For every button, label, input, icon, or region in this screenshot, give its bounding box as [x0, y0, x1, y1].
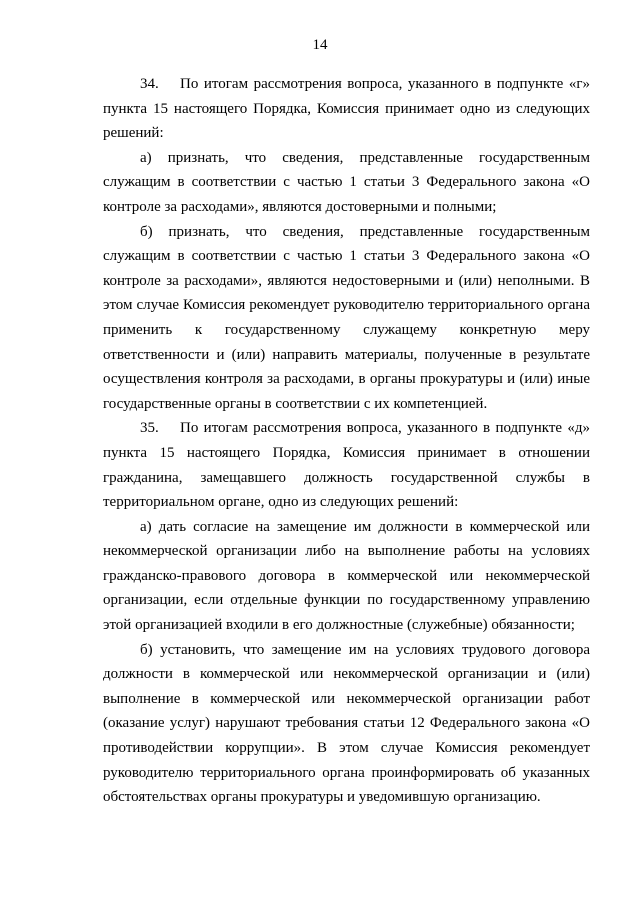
- paragraph-text: По итогам рассмотрения вопроса, указанного в подпункте «д» пункта 15 настоящего Порядка, Комиссия принимает в отношении гражданина, замещавшего должность государственной службы в территориальном органе, одно из следующих решений:: [103, 420, 590, 511]
- paragraph-item-34: [103, 72, 590, 146]
- item-number: 34.: [140, 76, 159, 92]
- paragraph-subitem-b: [103, 638, 590, 810]
- paragraph-subitem-a: [103, 515, 590, 638]
- paragraph-subitem-b: [103, 220, 590, 417]
- paragraph-text: б) установить, что замещение им на условиях трудового договора должности в коммерческой или некоммерческой организации и (или) выполнение в коммерческой или некоммерческой организации работ (оказание услуг) нарушают требования статьи 12 Федерального закона «О противодействии коррупции». В этом случае Комиссия рекомендует руководителю территориального органа проинформировать об указанных обстоятельствах органы прокуратуры и уведомившую организацию.: [103, 641, 590, 806]
- paragraph-text: б) признать, что сведения, представленные государственным служащим в соответствии с частью 1 статьи 3 Федерального закона «О контроле за расходами», являются недостоверными и (или) неполными. В этом случае Комиссия рекомендует руководителю территориального органа применить к государственному служащему конкретную меру ответственности и (или) направить материалы, полученные в результате осуществления контроля за расходами, в органы прокуратуры и (или) иные государственные органы в соответствии с их компетенцией.: [103, 223, 590, 412]
- page-number: 14: [312, 37, 328, 53]
- item-number: 35.: [140, 420, 159, 437]
- document-body: [103, 72, 590, 810]
- paragraph-text: а) дать согласие на замещение им должности в коммерческой или некоммерческой организации либо на выполнение работы на условиях гражданско-правового договора в коммерческой или некоммерческой организации, если отдельные функции по государственному управлению этой организацией входили в его должностные (служебные) обязанности;: [103, 518, 590, 634]
- paragraph-text: а) признать, что сведения, представленные государственным служащим в соответствии с частью 1 статьи 3 Федерального закона «О контроле за расходами», являются достоверными и полными;: [103, 149, 590, 215]
- paragraph-subitem-a: [103, 146, 590, 220]
- paragraph-text: По итогам рассмотрения вопроса, указанного в подпункте «г» пункта 15 настоящего Порядка, Комиссия принимает одно из следующих решений:: [103, 76, 590, 142]
- paragraph-item-35: [103, 416, 590, 514]
